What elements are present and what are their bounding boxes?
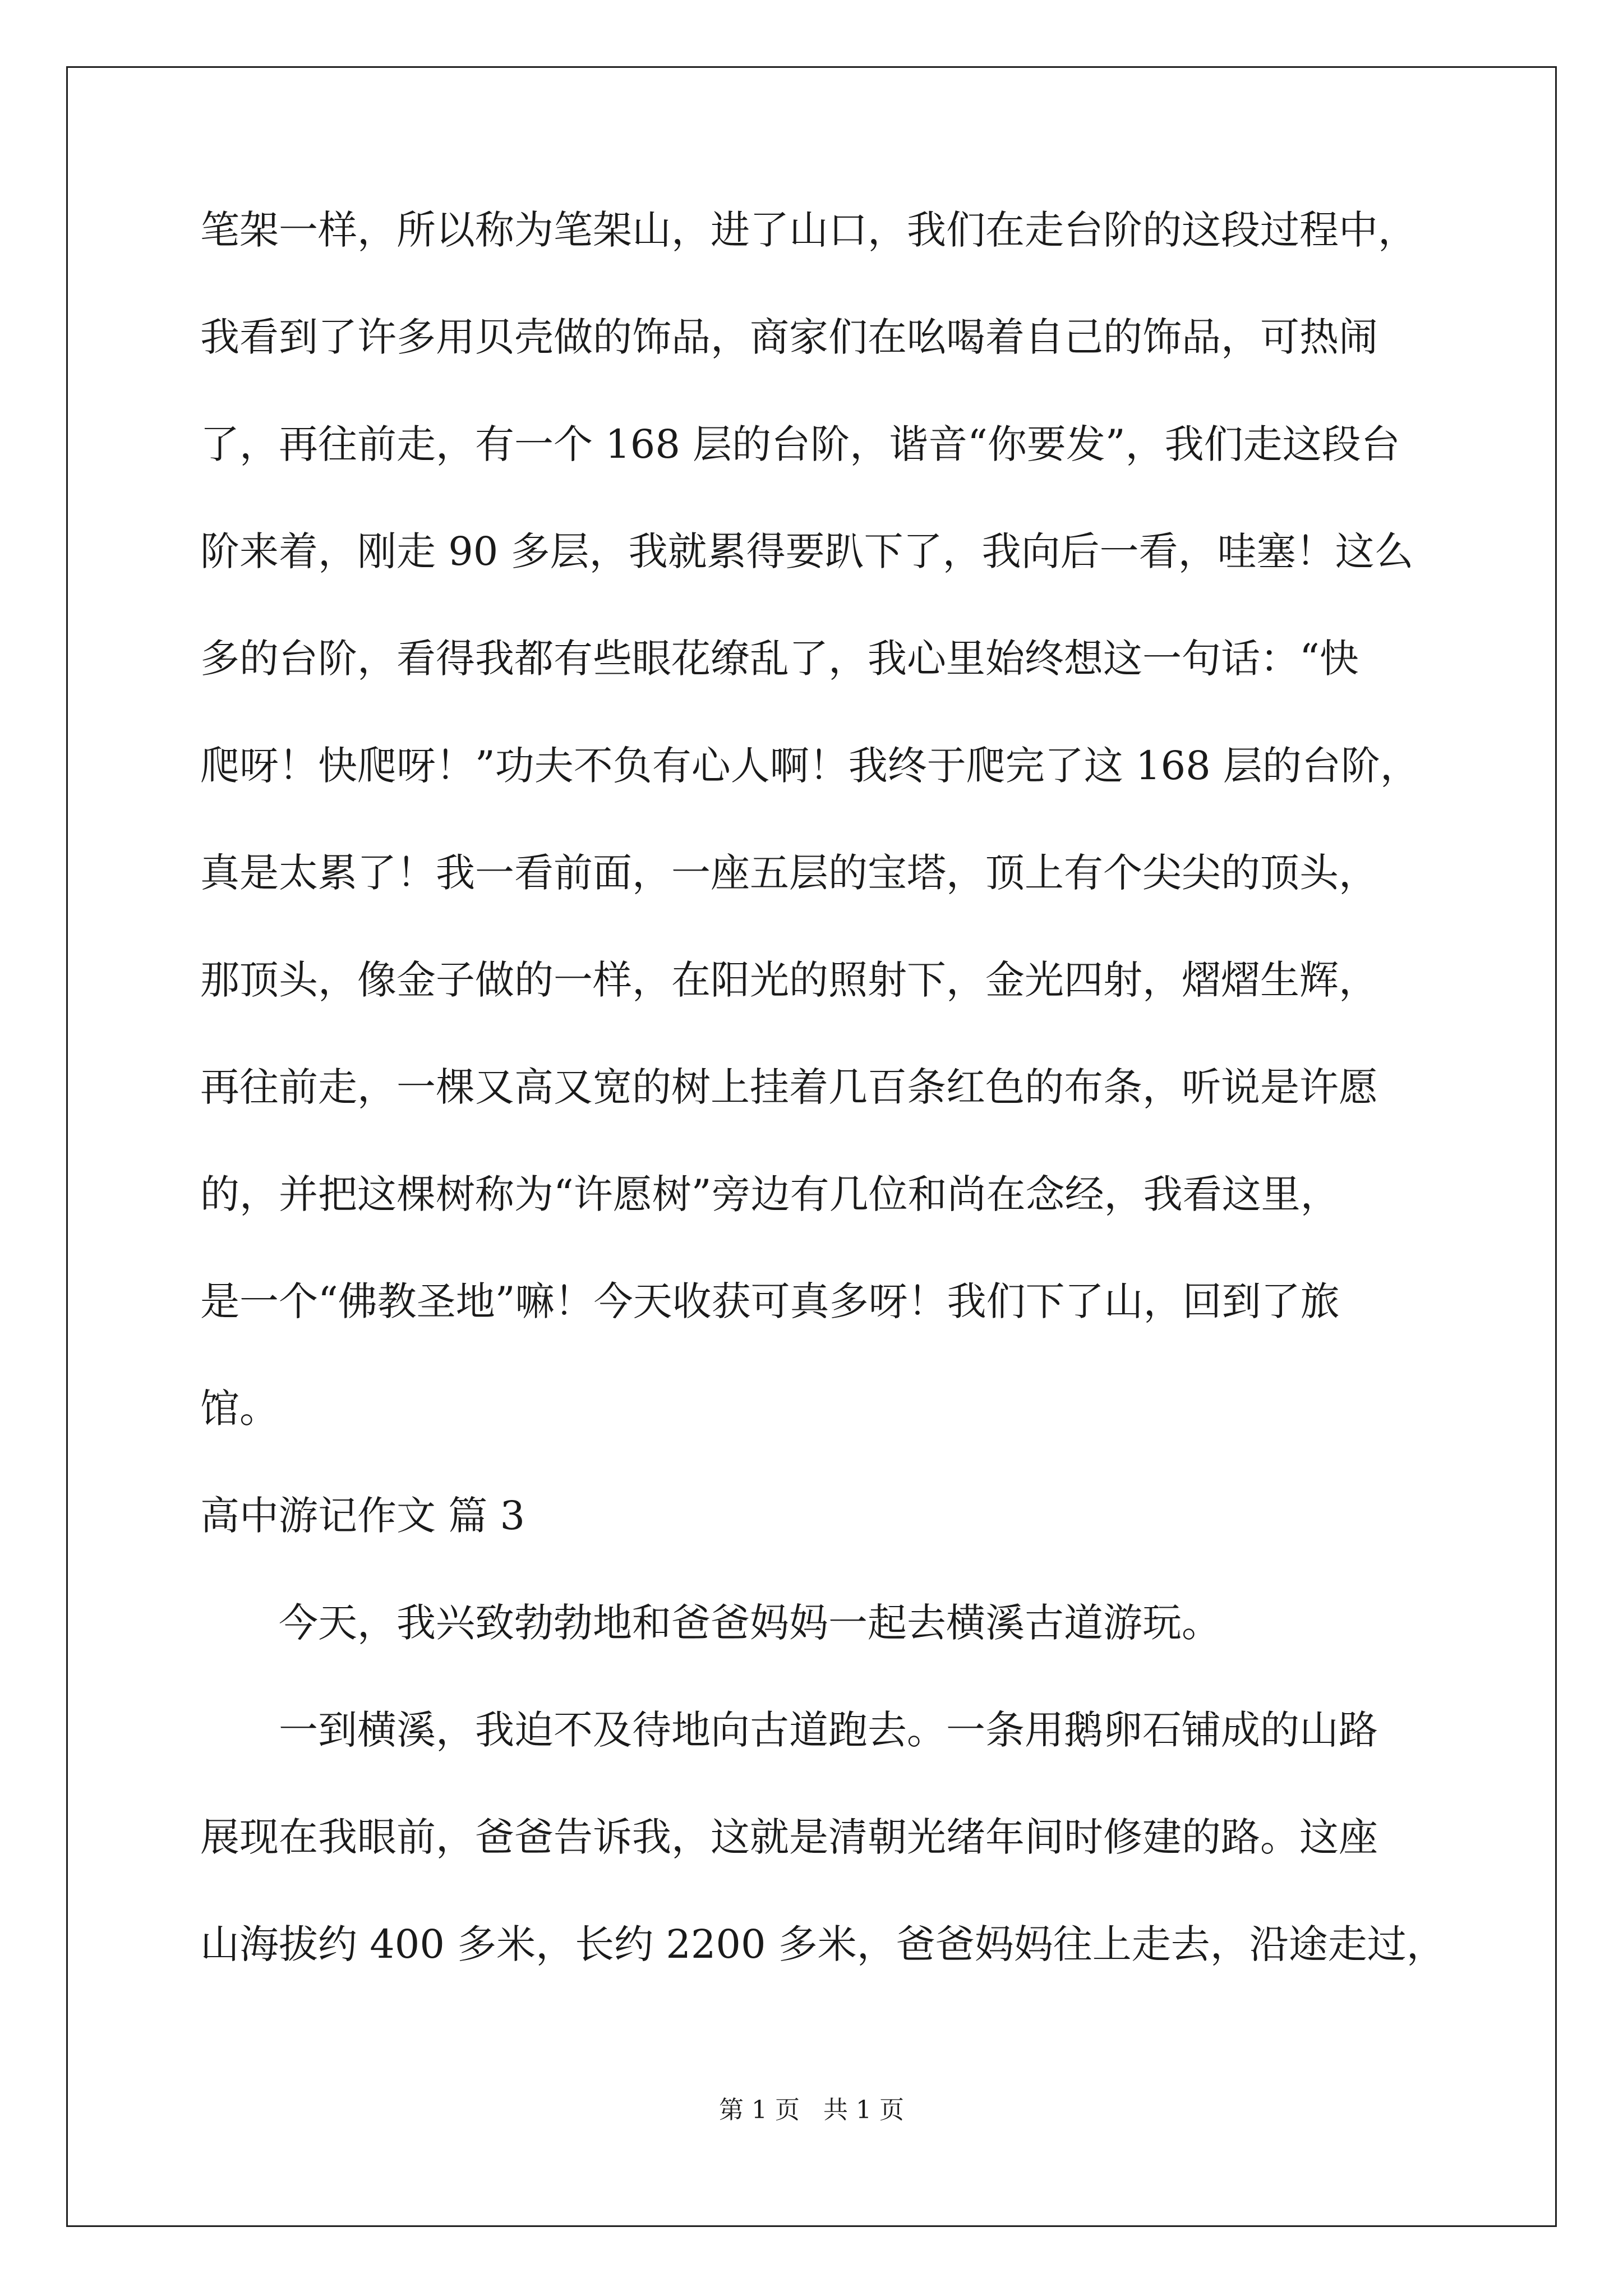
paragraph-first-line: 今天，我兴致勃勃地和爸爸妈妈一起去横溪古道游玩。 [279,1600,1221,1646]
body-line: 笔架一样，所以称为笔架山，进了山口，我们在走台阶的这段过程中， [200,207,1417,253]
body-line: 馆。 [200,1386,279,1432]
body-line: 阶来着，刚走 90 多层，我就累得要趴下了，我向后一看，哇塞！这么 [200,528,1414,574]
body-line: 是一个“佛教圣地”嘛！今天收获可真多呀！我们下了山，回到了旅 [200,1278,1340,1324]
body-line: 那顶头，像金子做的一样，在阳光的照射下，金光四射，熠熠生辉， [200,957,1378,1003]
body-line: 了，再往前走，有一个 168 层的台阶，谐音“你要发”，我们走这段台 [200,421,1400,467]
section-title: 高中游记作文 篇 3 [200,1493,525,1539]
body-line: 多的台阶，看得我都有些眼花缭乱了，我心里始终想这一句话：“快 [200,636,1359,682]
paragraph-first-line: 一到横溪，我迫不及待地向古道跑去。一条用鹅卵石铺成的山路 [279,1707,1378,1753]
page-footer: 第 1 页 共 1 页 [719,2096,904,2124]
body-line: 爬呀！快爬呀！”功夫不负有心人啊！我终于爬完了这 168 层的台阶， [200,743,1419,789]
body-line: 再往前走，一棵又高又宽的树上挂着几百条红色的布条，听说是许愿 [200,1064,1378,1110]
body-line: 真是太累了！我一看前面，一座五层的宝塔，顶上有个尖尖的顶头， [200,850,1378,896]
body-line: 展现在我眼前，爸爸告诉我，这就是清朝光绪年间时修建的路。这座 [200,1814,1378,1860]
body-line: 我看到了许多用贝壳做的饰品，商家们在吆喝着自己的饰品，可热闹 [200,314,1378,360]
body-line: 山海拔约 400 多米，长约 2200 多米，爸爸妈妈往上走去，沿途走过， [200,1921,1446,1967]
document-body [200,207,1446,2032]
body-line: 的，并把这棵树称为“许愿树”旁边有几位和尚在念经，我看这里， [200,1171,1340,1217]
